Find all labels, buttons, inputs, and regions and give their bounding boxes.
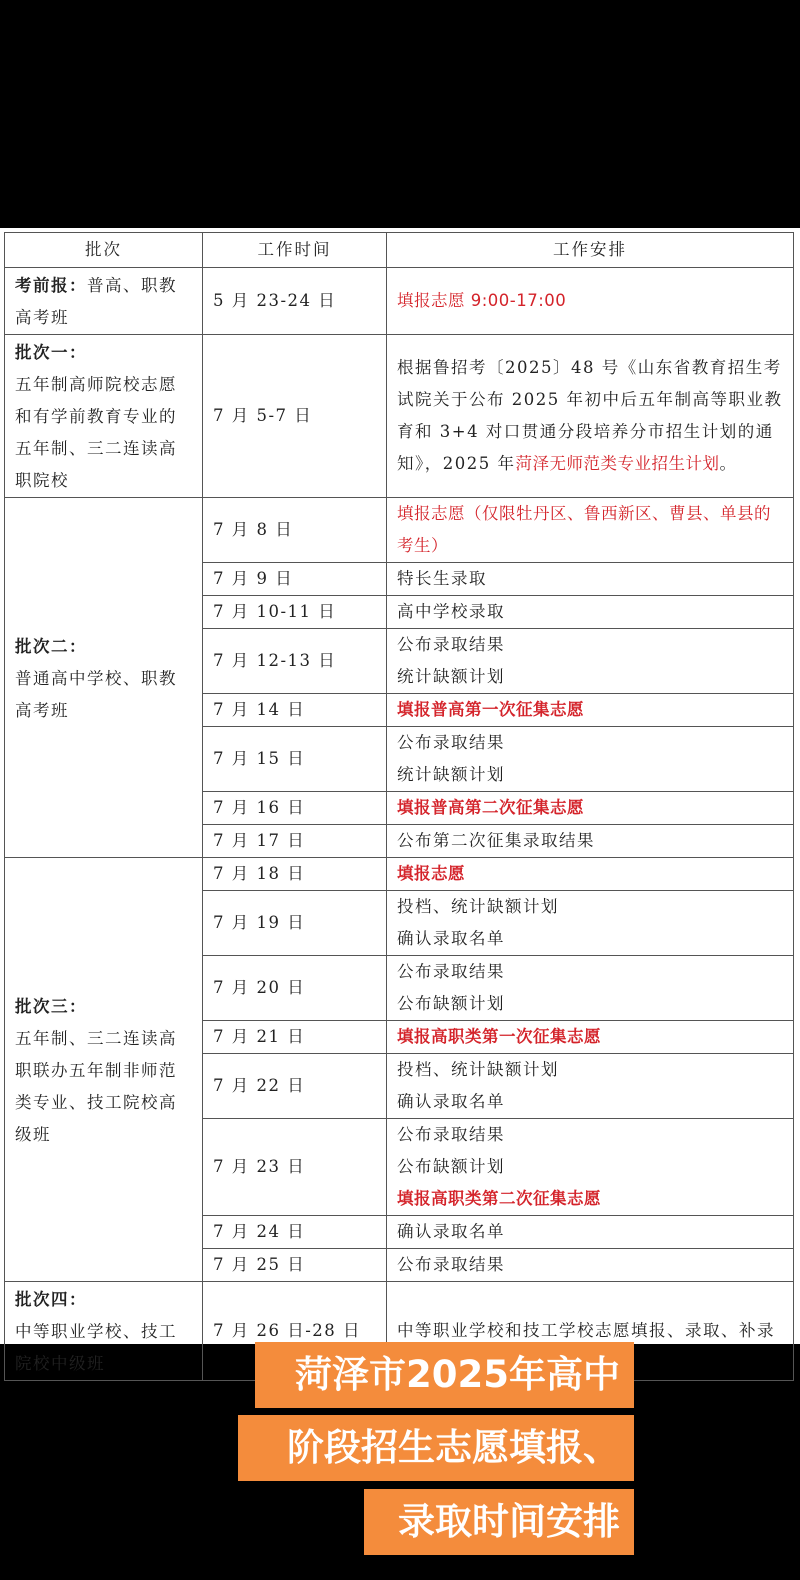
arrangement-cell (387, 956, 794, 1021)
header-batch: 批次 (5, 233, 203, 268)
batch-title: 批次三： (15, 996, 87, 1016)
title-banner-line-2: 阶段招生志愿填报、 (238, 1415, 634, 1481)
batch-title: 批次一： (15, 343, 87, 362)
date-cell: 7 月 10-11 日 (203, 596, 387, 629)
batch-desc: 中等职业学校、技工院校中级班 (15, 1322, 177, 1373)
arrangement-line: 公布缺额计划 (397, 994, 505, 1013)
table-header-row (5, 233, 794, 268)
date-cell: 7 月 26 日-28 日 (203, 1282, 387, 1381)
date-cell: 7 月 8 日 (203, 498, 387, 563)
arrangement-line: 填报普高第二次征集志愿 (397, 798, 584, 817)
arrangement-cell (387, 891, 794, 956)
arrangement-cell (387, 335, 794, 498)
arrangement-line: 投档、统计缺额计划 (397, 897, 559, 916)
arrangement-line: 填报志愿 9:00-17:00 (397, 291, 567, 310)
date-cell: 7 月 20 日 (203, 956, 387, 1021)
arrangement-cell: 确认录取名单 (387, 1216, 794, 1249)
date-cell: 7 月 19 日 (203, 891, 387, 956)
arrangement-line: 确认录取名单 (397, 1092, 505, 1111)
arrangement-cell (387, 1119, 794, 1216)
arrangement-cell: 特长生录取 (387, 563, 794, 596)
date-cell: 7 月 23 日 (203, 1119, 387, 1216)
date-cell: 7 月 18 日 (203, 858, 387, 891)
arrangement-cell (387, 858, 794, 891)
arrangement-text: 。 (719, 454, 738, 473)
arrangement-cell (387, 1054, 794, 1119)
batch-desc: 普通高中学校、职教高考班 (15, 668, 177, 720)
arrangement-line: 公布缺额计划 (397, 1157, 505, 1176)
schedule-body (5, 268, 794, 1381)
arrangement-cell (387, 727, 794, 792)
arrangement-line: 填报高职类第一次征集志愿 (397, 1027, 601, 1046)
arrangement-cell: 高中学校录取 (387, 596, 794, 629)
batch-cell-one (5, 335, 203, 498)
arrangement-line: 公布录取结果 (397, 635, 505, 654)
date-cell: 5 月 23-24 日 (203, 268, 387, 335)
arrangement-highlight: 菏泽无师范类专业招生计划 (515, 454, 720, 473)
arrangement-line: 投档、统计缺额计划 (397, 1060, 559, 1079)
batch-cell-four (5, 1282, 203, 1381)
date-cell: 7 月 12-13 日 (203, 629, 387, 694)
date-cell: 7 月 16 日 (203, 792, 387, 825)
date-cell: 7 月 22 日 (203, 1054, 387, 1119)
title-banner-line-1: 菏泽市2025年高中 (255, 1342, 634, 1408)
table-row (5, 335, 794, 498)
arrangement-line: 填报志愿（仅限牡丹区、鲁西新区、曹县、单县的考生） (397, 504, 771, 555)
arrangement-cell: 中等职业学校和技工学校志愿填报、录取、补录 (387, 1282, 794, 1381)
arrangement-cell (387, 629, 794, 694)
batch-desc: 五年制高师院校志愿和有学前教育专业的五年制、三二连读高职院校 (15, 375, 177, 490)
batch-title: 批次二： (15, 636, 87, 656)
batch-title: 批次四： (15, 1290, 87, 1309)
batch-cell-pre-exam (5, 268, 203, 335)
arrangement-line: 统计缺额计划 (397, 765, 505, 784)
arrangement-line: 公布录取结果 (397, 962, 505, 981)
arrangement-cell: 公布第二次征集录取结果 (387, 825, 794, 858)
date-cell: 7 月 21 日 (203, 1021, 387, 1054)
arrangement-line: 公布录取结果 (397, 1125, 505, 1144)
schedule-sheet (0, 228, 800, 1373)
arrangement-line: 填报高职类第二次征集志愿 (397, 1189, 601, 1208)
table-row (5, 268, 794, 335)
header-work-time: 工作时间 (203, 233, 387, 268)
title-banner-line-3: 录取时间安排 (364, 1489, 634, 1555)
date-cell: 7 月 25 日 (203, 1249, 387, 1282)
arrangement-cell (387, 1021, 794, 1054)
arrangement-line: 填报志愿 (397, 864, 465, 883)
batch-cell-two (5, 498, 203, 858)
date-cell: 7 月 14 日 (203, 694, 387, 727)
schedule-table (4, 232, 794, 1381)
arrangement-cell: 公布录取结果 (387, 1249, 794, 1282)
arrangement-cell (387, 268, 794, 335)
arrangement-line: 填报普高第一次征集志愿 (397, 700, 584, 719)
batch-title: 考前报： (15, 276, 87, 295)
arrangement-line: 统计缺额计划 (397, 667, 505, 686)
date-cell: 7 月 17 日 (203, 825, 387, 858)
header-work-arrangement: 工作安排 (387, 233, 794, 268)
arrangement-cell (387, 498, 794, 563)
batch-desc: 五年制、三二连读高职联办五年制非师范类专业、技工院校高级班 (15, 1028, 177, 1144)
arrangement-cell (387, 792, 794, 825)
arrangement-line: 确认录取名单 (397, 929, 505, 948)
batch-desc: 普高、职教高考班 (15, 276, 177, 327)
date-cell: 7 月 9 日 (203, 563, 387, 596)
arrangement-line: 公布录取结果 (397, 733, 505, 752)
batch-cell-three (5, 858, 203, 1282)
date-cell: 7 月 15 日 (203, 727, 387, 792)
arrangement-cell (387, 694, 794, 727)
table-row (5, 498, 794, 563)
date-cell: 7 月 24 日 (203, 1216, 387, 1249)
arrangement-text: 根据鲁招考〔2025〕48 号《山东省教育招生考试院关于公布 2025 年初中后五年制高等职业教育和 3+4 对口贯通分段培养分市招生计划的通知》，2025 年 (397, 358, 783, 473)
table-row (5, 858, 794, 891)
date-cell: 7 月 5-7 日 (203, 335, 387, 498)
